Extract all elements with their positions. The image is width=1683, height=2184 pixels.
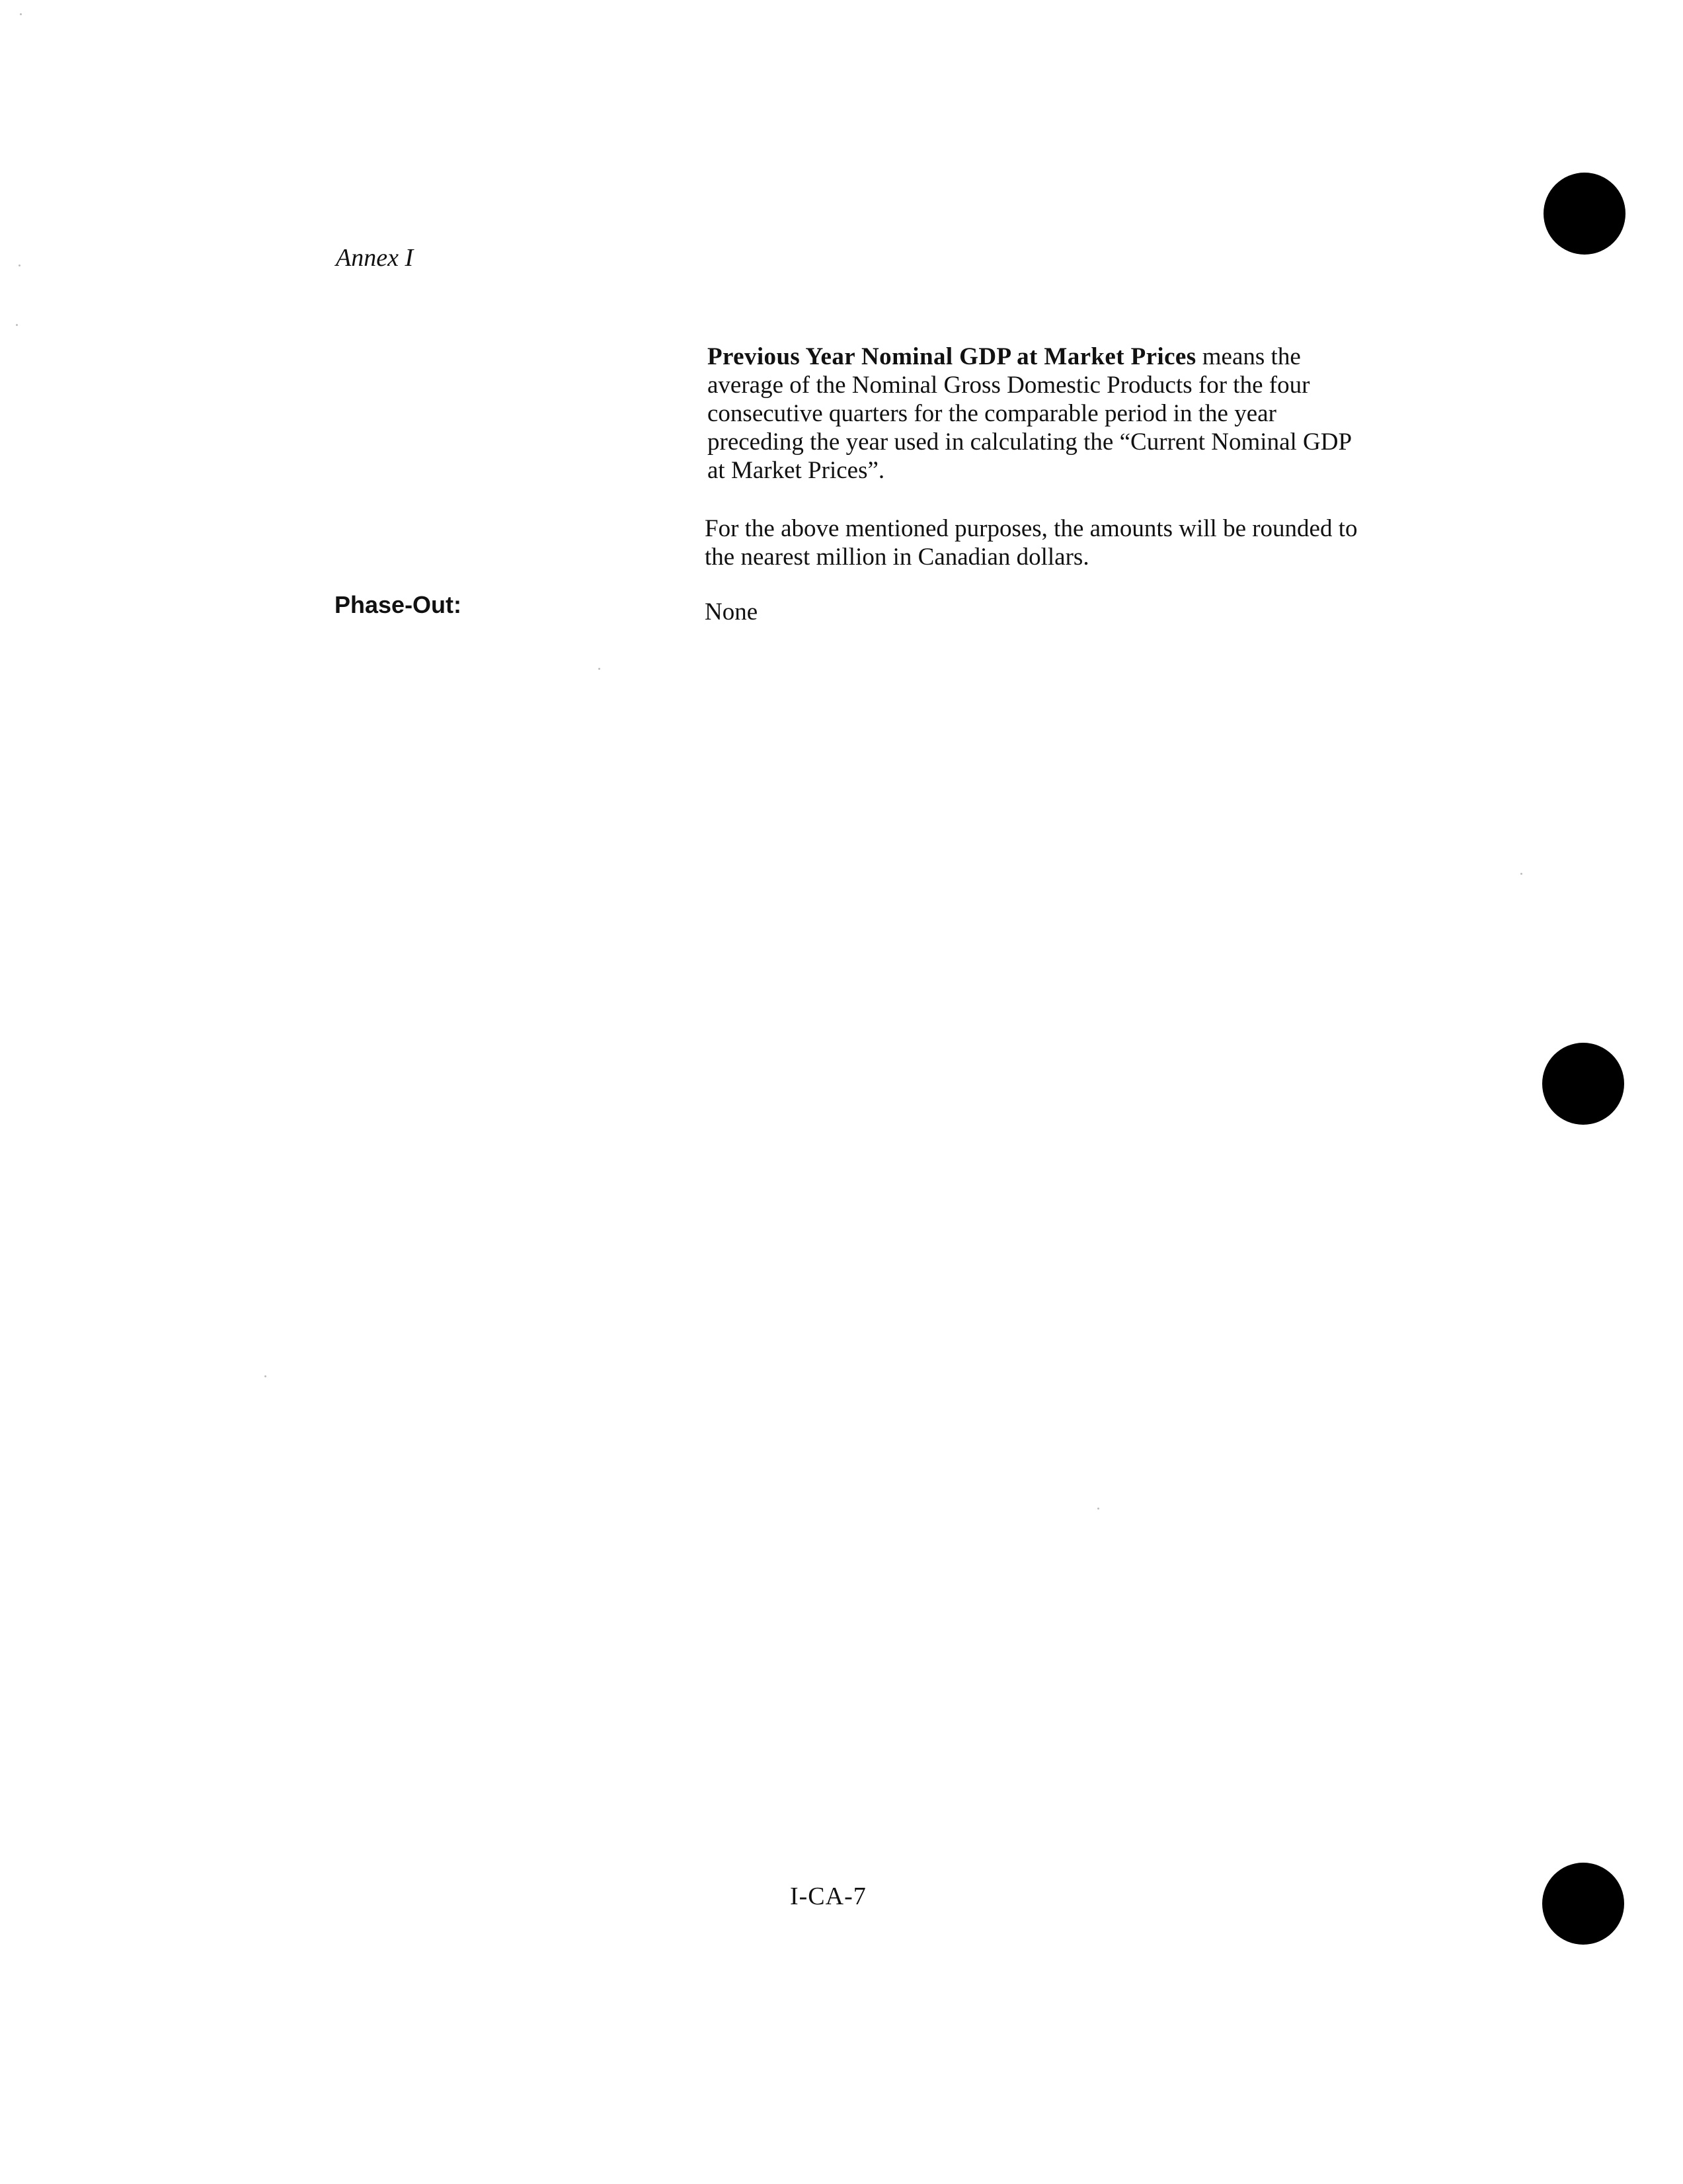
definition-term: Previous Year Nominal GDP at Market Prices [707,343,1196,370]
page-number: I-CA-7 [790,1882,867,1910]
rounding-note: For the above mentioned purposes, the amounts will be rounded to the nearest million in Canadian dollars. [705,515,1358,571]
scan-speck [1097,1508,1099,1510]
punch-hole-bottom [1542,1863,1624,1945]
scan-speck [598,668,600,670]
scan-speck [16,324,18,326]
scan-speck [20,13,22,15]
scan-speck [19,264,20,266]
scan-speck [1520,873,1522,875]
definition-paragraph [707,343,1362,485]
phase-out-label: Phase-Out: [334,591,462,618]
definition-text: means the average of the Nominal Gross Domestic Products for the four consecutive quarters for the comparable period in the year preceding the year used in calculating the “Current Nominal GDP at Market Prices”. [707,343,1351,484]
phase-out-value: None [705,598,758,626]
scan-speck [264,1375,266,1377]
punch-hole-top [1544,173,1625,255]
punch-hole-middle [1542,1043,1624,1125]
annex-header: Annex I [336,244,414,272]
